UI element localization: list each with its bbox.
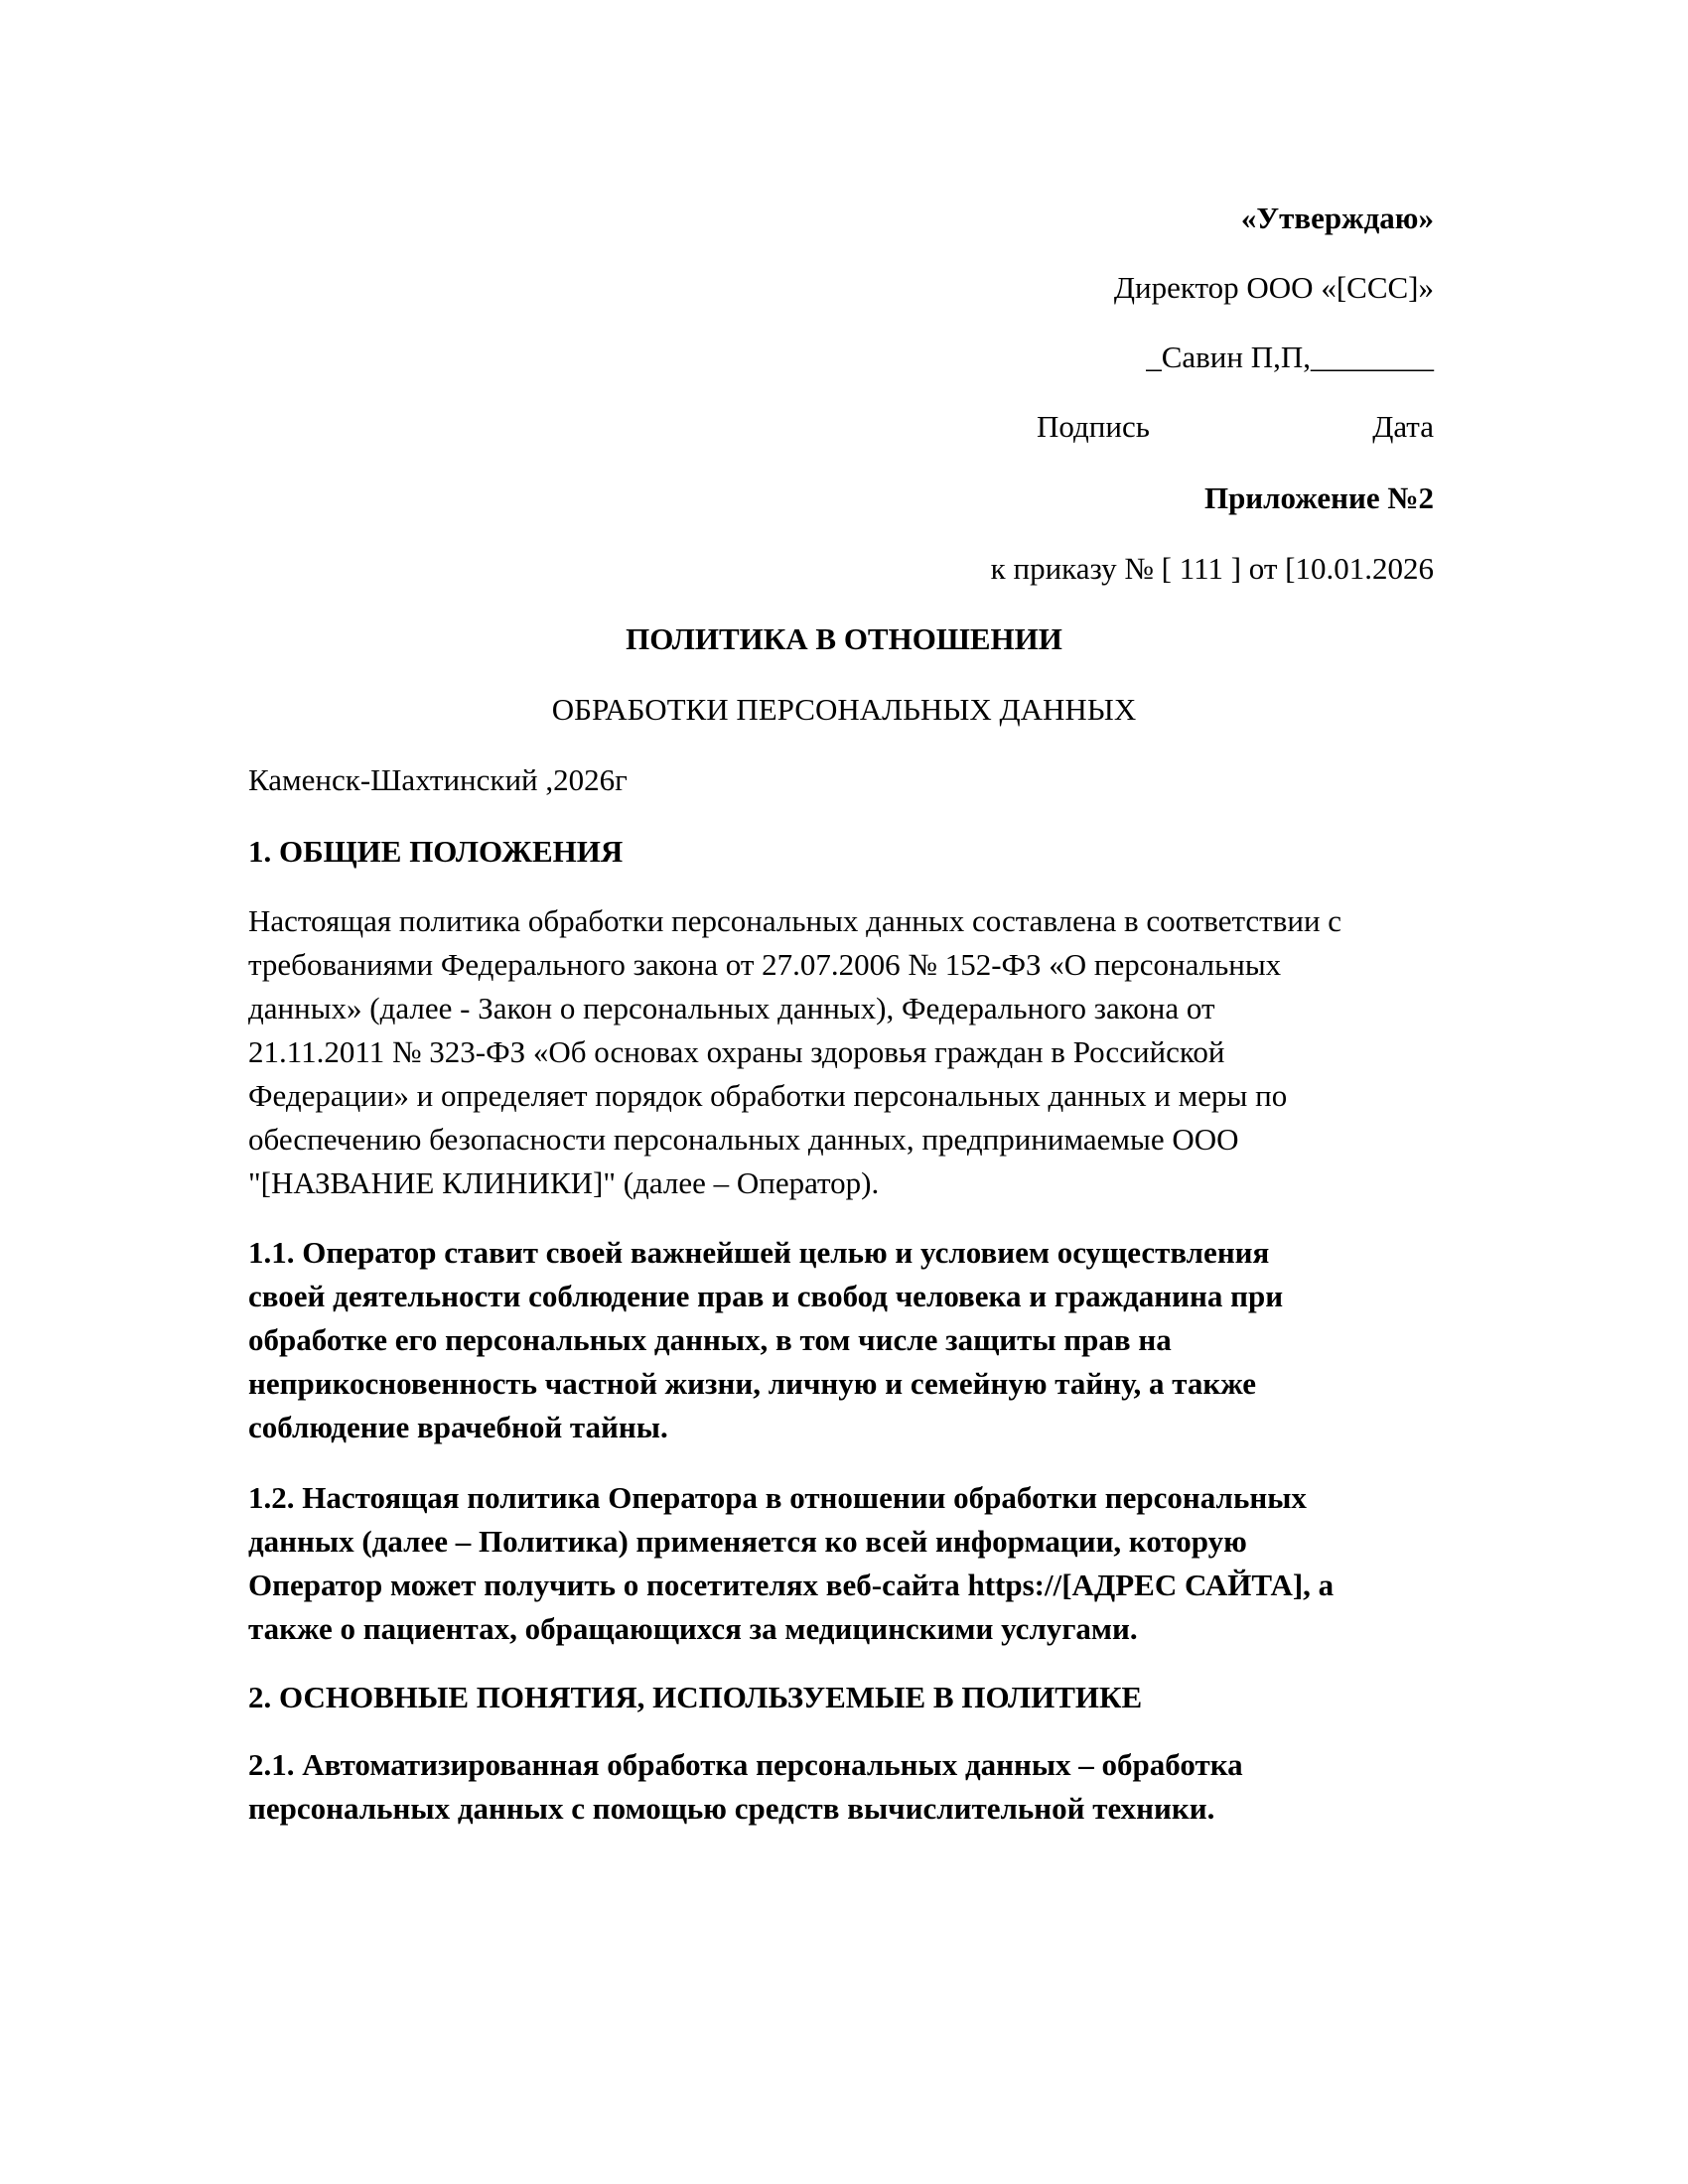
paragraph-line: 1.1. Оператор ставит своей важнейшей целью и условием осуществления	[248, 1235, 1270, 1270]
paragraph-line: Оператор может получить о посетителях веб-сайта https://[АДРЕС САЙТА], а	[248, 1568, 1335, 1602]
paragraph-line: Настоящая политика обработки персональных данных составлена в соответствии с	[248, 903, 1342, 938]
appendix-label: Приложение №2	[1203, 480, 1434, 515]
paragraph-line: неприкосновенность частной жизни, личную и семейную тайну, а также	[248, 1366, 1257, 1401]
paragraph-line: данных (далее – Политика) применяется ко всей информации, которую	[248, 1524, 1247, 1559]
paragraph-line: требованиями Федерального закона от 27.07.2006 № 152-ФЗ «О персональных	[248, 947, 1282, 982]
paragraph-line: 2.1. Автоматизированная обработка персональных данных – обработка	[248, 1747, 1243, 1782]
paragraph-1-2	[248, 1476, 1440, 1651]
date-label: Дата	[1372, 409, 1434, 444]
document-title-line2: ОБРАБОТКИ ПЕРСОНАЛЬНЫХ ДАННЫХ	[551, 692, 1137, 727]
paragraph-1-1	[248, 1231, 1440, 1449]
paragraph-line: также о пациентах, обращающихся за медицинскими услугами.	[248, 1611, 1138, 1646]
paragraph-line: соблюдение врачебной тайны.	[248, 1410, 668, 1444]
paragraph-line: персональных данных с помощью средств вычислительной техники.	[248, 1791, 1215, 1826]
city-year: Каменск-Шахтинский ,2026г	[248, 762, 628, 797]
approve-stamp-text: «Утверждаю»	[1240, 201, 1434, 235]
signer-line: _Савин П,П,________	[1146, 340, 1434, 374]
section2-heading: 2. ОСНОВНЫЕ ПОНЯТИЯ, ИСПОЛЬЗУЕМЫЕ В ПОЛИТИКЕ	[248, 1680, 1143, 1714]
paragraph-line: данных» (далее - Закон о персональных данных), Федерального закона от	[248, 991, 1215, 1025]
signature-label: Подпись	[1037, 409, 1150, 444]
signature-date-row	[1037, 407, 1434, 447]
order-reference: к приказу № [ 111 ] от [10.01.2026	[990, 551, 1434, 586]
director-line: Директор ООО «[ССС]»	[1113, 270, 1434, 305]
paragraph-line: обработке его персональных данных, в том числе защиты прав на	[248, 1322, 1172, 1357]
paragraph-line: 21.11.2011 № 323-ФЗ «Об основах охраны здоровья граждан в Российской	[248, 1034, 1225, 1069]
paragraph-2-1	[248, 1743, 1440, 1831]
paragraph-line: обеспечению безопасности персональных данных, предпринимаемые ООО	[248, 1122, 1239, 1157]
section1-intro-paragraph	[248, 899, 1440, 1205]
section1-heading: 1. ОБЩИЕ ПОЛОЖЕНИЯ	[248, 834, 624, 869]
paragraph-line: 1.2. Настоящая политика Оператора в отношении обработки персональных	[248, 1480, 1307, 1515]
document-title-line1: ПОЛИТИКА В ОТНОШЕНИИ	[626, 621, 1062, 656]
paragraph-line: своей деятельности соблюдение прав и свобод человека и гражданина при	[248, 1279, 1284, 1313]
paragraph-line: "[НАЗВАНИЕ КЛИНИКИ]" (далее – Оператор).	[248, 1165, 880, 1200]
paragraph-line: Федерации» и определяет порядок обработки персональных данных и меры по	[248, 1078, 1288, 1113]
